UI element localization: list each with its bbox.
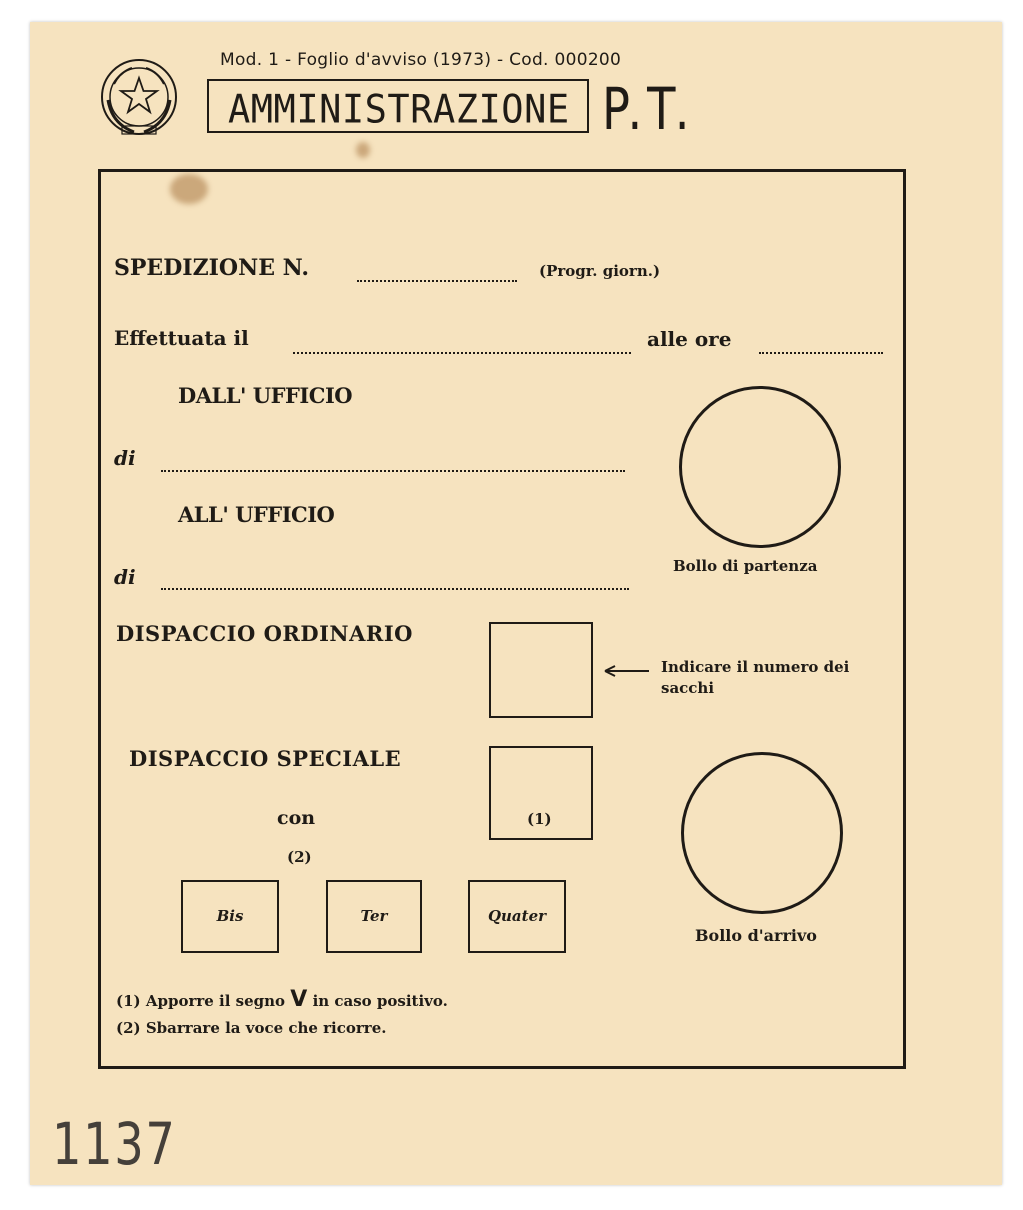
option-quater[interactable]: Quater bbox=[468, 880, 566, 953]
spedizione-field[interactable] bbox=[357, 280, 517, 282]
special-dispatch-box[interactable] bbox=[489, 746, 593, 840]
administration-title: AMMINISTRAZIONE bbox=[228, 86, 570, 133]
bollo-partenza-label: Bollo di partenza bbox=[673, 557, 818, 575]
dispaccio-ordinario-label: DISPACCIO ORDINARIO bbox=[116, 621, 413, 646]
emblem-icon bbox=[98, 54, 180, 140]
paper-stain bbox=[356, 142, 370, 158]
progr-note: (Progr. giorn.) bbox=[539, 262, 661, 280]
date-field[interactable] bbox=[293, 352, 631, 354]
arrival-stamp-circle bbox=[681, 752, 843, 914]
di-label-1: di bbox=[114, 446, 136, 470]
indicare-line1: Indicare il numero dei bbox=[661, 658, 850, 676]
di-label-2: di bbox=[114, 565, 136, 589]
administration-box bbox=[207, 79, 589, 133]
note-mark-2: (2) bbox=[287, 848, 312, 866]
all-ufficio-label: ALL' UFFICIO bbox=[178, 502, 335, 527]
departure-stamp-circle bbox=[679, 386, 841, 548]
note-mark-1: (1) bbox=[527, 810, 552, 828]
spedizione-label: SPEDIZIONE N. bbox=[114, 255, 309, 281]
to-office-field[interactable] bbox=[161, 588, 629, 590]
document-sheet bbox=[30, 22, 1002, 1185]
option-ter[interactable]: Ter bbox=[326, 880, 422, 953]
effettuata-label: Effettuata il bbox=[114, 326, 249, 350]
footnote1-text-a: (1) Apporre il segno bbox=[116, 992, 286, 1010]
handwritten-number: 1137 bbox=[52, 1110, 177, 1178]
pt-title: P.T. bbox=[602, 75, 695, 143]
dall-ufficio-label: DALL' UFFICIO bbox=[178, 383, 353, 408]
indicare-line2: sacchi bbox=[661, 679, 715, 697]
alle-ore-label: alle ore bbox=[647, 327, 732, 351]
time-field[interactable] bbox=[759, 352, 883, 354]
ordinary-sacks-box[interactable] bbox=[489, 622, 593, 718]
option-bis[interactable]: Bis bbox=[181, 880, 279, 953]
footnote1-text-b: in caso positivo. bbox=[312, 992, 448, 1010]
footnote-1 bbox=[116, 987, 448, 1012]
bollo-arrivo-label: Bollo d'arrivo bbox=[695, 926, 817, 945]
con-label: con bbox=[277, 807, 316, 829]
check-mark-v: V bbox=[290, 987, 308, 1012]
model-line: Mod. 1 - Foglio d'avviso (1973) - Cod. 000200 bbox=[220, 50, 622, 70]
dispaccio-speciale-label: DISPACCIO SPECIALE bbox=[129, 746, 402, 771]
from-office-field[interactable] bbox=[161, 470, 625, 472]
arrow-left-icon bbox=[603, 664, 651, 678]
form-frame bbox=[98, 169, 906, 1069]
footnote-2: (2) Sbarrare la voce che ricorre. bbox=[116, 1019, 387, 1037]
